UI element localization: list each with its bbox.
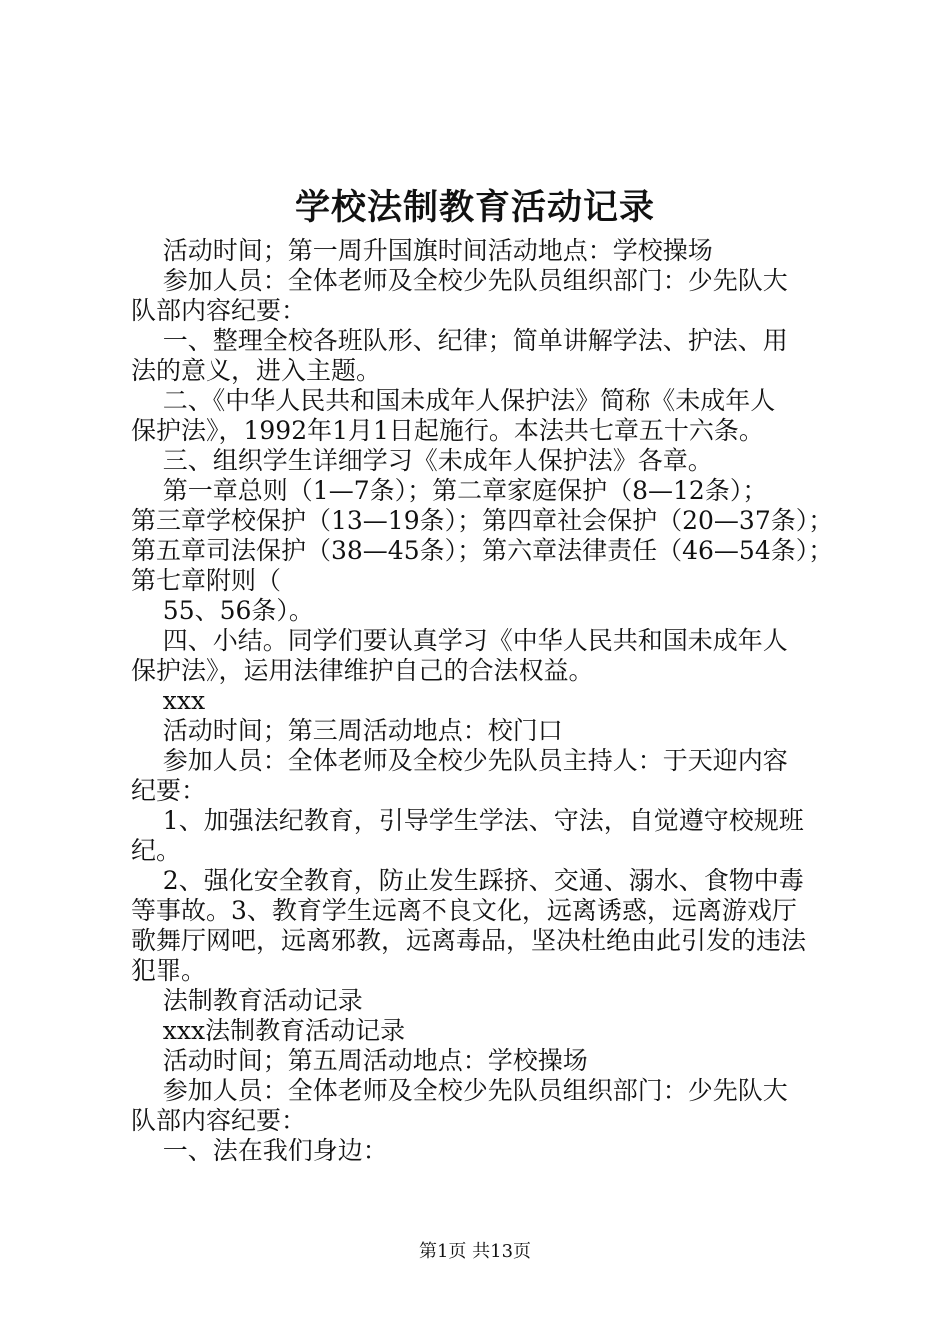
- body-line: 纪要：: [131, 776, 207, 805]
- body-line: 犯罪。: [131, 956, 207, 985]
- body-line: 法制教育活动记录: [131, 986, 363, 1015]
- body-line: 第五章司法保护（38—45条）；第六章法律责任（46—54条）；: [131, 536, 834, 565]
- body-line: 一、整理全校各班队形、纪律；简单讲解学法、护法、用: [131, 326, 788, 355]
- body-line: 三、组织学生详细学习《未成年人保护法》各章。: [131, 446, 713, 475]
- body-line: 55、56条）。: [131, 596, 314, 625]
- body-line: 二、《中华人民共和国未成年人保护法》简称《未成年人: [131, 386, 776, 415]
- body-line: 第一章总则（1—7条）；第二章家庭保护（8—12条）；: [131, 476, 768, 505]
- body-line: 队部内容纪要：: [131, 1106, 307, 1135]
- body-line: 四、小结。同学们要认真学习《中华人民共和国未成年人: [131, 626, 788, 655]
- body-line: 第三章学校保护（13—19条）；第四章社会保护（20—37条）；: [131, 506, 834, 535]
- body-line: 1、加强法纪教育，引导学生学法、守法，自觉遵守校规班: [131, 806, 804, 835]
- body-line: 第七章附则（: [131, 566, 282, 595]
- body-line: 一、法在我们身边：: [131, 1136, 388, 1165]
- body-line: 活动时间；第五周活动地点：学校操场: [131, 1046, 588, 1075]
- body-line: 活动时间；第一周升国旗时间活动地点：学校操场: [131, 236, 713, 265]
- body-line: 等事故。3、教育学生远离不良文化，远离诱惑，远离游戏厅: [131, 896, 797, 925]
- body-line: 法的意义，进入主题。: [131, 356, 382, 385]
- body-line: 参加人员：全体老师及全校少先队员组织部门：少先队大: [131, 266, 788, 295]
- body-line: 2、强化安全教育，防止发生踩挤、交通、溺水、食物中毒: [131, 866, 804, 895]
- body-line: 保护法》，运用法律维护自己的合法权益。: [131, 656, 594, 685]
- body-line: 歌舞厅网吧，远离邪教，远离毒品，坚决杜绝由此引发的违法: [131, 926, 807, 955]
- body-line: 参加人员：全体老师及全校少先队员组织部门：少先队大: [131, 1076, 788, 1105]
- body-line: 保护法》，1992年1月1日起施行。本法共七章五十六条。: [131, 416, 764, 445]
- page-number-footer: 第1页 共13页: [418, 1241, 532, 1262]
- body-line: xxx法制教育活动记录: [131, 1016, 406, 1045]
- body-line: 参加人员：全体老师及全校少先队员主持人：于天迎内容: [131, 746, 788, 775]
- document-body: [131, 236, 843, 1166]
- body-line: xxx: [131, 686, 206, 715]
- body-line: 纪。: [131, 836, 182, 865]
- body-line: 队部内容纪要：: [131, 296, 307, 325]
- document-title: 学校法制教育活动记录: [294, 187, 655, 228]
- body-line: 活动时间；第三周活动地点：校门口: [131, 716, 563, 745]
